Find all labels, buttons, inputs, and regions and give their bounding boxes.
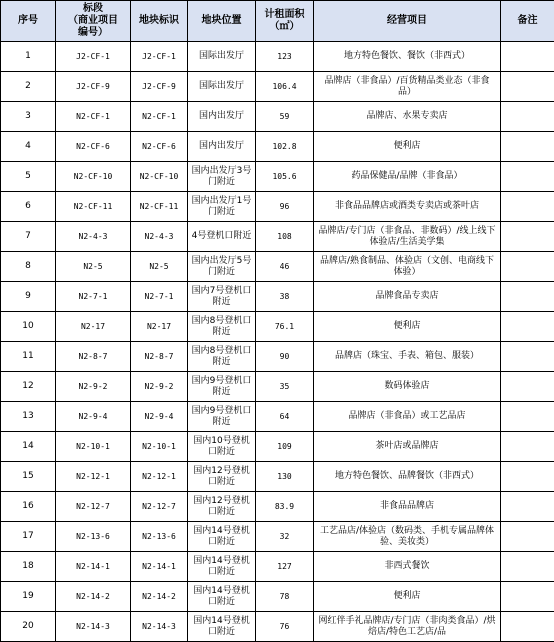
header-seq: 序号 [1,1,56,42]
cell-block: N2-12-1 [131,462,188,492]
cell-location: 国内出发厅 [188,132,256,162]
cell-area: 130 [256,462,314,492]
cell-area: 109 [256,432,314,462]
cell-lot: N2-14-1 [56,552,131,582]
cell-lot: N2-4-3 [56,222,131,252]
cell-remark [501,522,554,552]
cell-location: 国内14号登机口附近 [188,612,256,642]
cell-business: 工艺品店/体验店（数码类、手机专属品牌体验、美妆类） [314,522,501,552]
cell-lot: N2-CF-6 [56,132,131,162]
table-row [1,42,554,72]
header-location: 地块位置 [188,1,256,42]
cell-location: 国内12号登机口附近 [188,492,256,522]
cell-block: N2-CF-11 [131,192,188,222]
header-area-line2: （㎡） [258,21,311,33]
cell-business: 便利店 [314,582,501,612]
cell-lot: N2-9-2 [56,372,131,402]
cell-remark [501,312,554,342]
cell-business: 品牌食品专卖店 [314,282,501,312]
cell-business: 品牌店/专门店（非食品、非数码）/线上线下体验店/生活美学集 [314,222,501,252]
cell-remark [501,462,554,492]
cell-location: 国内出发厅 [188,102,256,132]
table-row [1,192,554,222]
table-row [1,132,554,162]
cell-lot: N2-12-7 [56,492,131,522]
header-lot [56,1,131,42]
cell-remark [501,132,554,162]
cell-remark [501,432,554,462]
cell-block: N2-14-3 [131,612,188,642]
cell-seq: 12 [1,372,56,402]
cell-remark [501,582,554,612]
cell-business: 地方特色餐饮、餐饮（非西式） [314,42,501,72]
cell-seq: 15 [1,462,56,492]
cell-location: 国内出发厅5号门附近 [188,252,256,282]
cell-remark [501,372,554,402]
cell-remark [501,342,554,372]
header-lot-line3: 编号） [58,27,128,39]
cell-area: 64 [256,402,314,432]
cell-seq: 18 [1,552,56,582]
header-block: 地块标识 [131,1,188,42]
cell-lot: N2-CF-11 [56,192,131,222]
cell-location: 国内8号登机口附近 [188,312,256,342]
cell-business: 品牌店（珠宝、手表、箱包、服装） [314,342,501,372]
cell-area: 76 [256,612,314,642]
table-row [1,432,554,462]
cell-area: 38 [256,282,314,312]
cell-block: N2-13-6 [131,522,188,552]
cell-seq: 11 [1,342,56,372]
table-row [1,402,554,432]
cell-area: 59 [256,102,314,132]
cell-location: 国内7号登机口附近 [188,282,256,312]
cell-remark [501,402,554,432]
cell-lot: N2-17 [56,312,131,342]
table-row [1,312,554,342]
cell-area: 78 [256,582,314,612]
cell-business: 品牌店/熟食制品、体验店（文创、电商线下体验） [314,252,501,282]
cell-block: N2-8-7 [131,342,188,372]
cell-block: J2-CF-9 [131,72,188,102]
cell-location: 国内14号登机口附近 [188,552,256,582]
cell-location: 国内9号登机口附近 [188,402,256,432]
cell-business: 便利店 [314,132,501,162]
cell-seq: 7 [1,222,56,252]
cell-business: 非食品品牌店或酒类专卖店或茶叶店 [314,192,501,222]
cell-area: 76.1 [256,312,314,342]
cell-lot: N2-5 [56,252,131,282]
cell-remark [501,72,554,102]
cell-area: 35 [256,372,314,402]
cell-seq: 1 [1,42,56,72]
cell-lot: N2-CF-10 [56,162,131,192]
cell-remark [501,552,554,582]
cell-block: N2-5 [131,252,188,282]
cell-area: 32 [256,522,314,552]
header-area [256,1,314,42]
cell-seq: 4 [1,132,56,162]
cell-area: 96 [256,192,314,222]
cell-business: 茶叶店或品牌店 [314,432,501,462]
cell-lot: N2-7-1 [56,282,131,312]
cell-location: 国际出发厅 [188,42,256,72]
cell-location: 4号登机口附近 [188,222,256,252]
header-area-line1: 计租面积 [258,9,311,21]
cell-seq: 5 [1,162,56,192]
cell-lot: N2-8-7 [56,342,131,372]
cell-business: 品牌店（非食品）或工艺品店 [314,402,501,432]
table-row [1,282,554,312]
cell-area: 105.6 [256,162,314,192]
cell-remark [501,162,554,192]
cell-lot: J2-CF-1 [56,42,131,72]
table-row [1,222,554,252]
table-row [1,162,554,192]
table-row [1,372,554,402]
cell-location: 国内9号登机口附近 [188,372,256,402]
table-row [1,72,554,102]
table-row [1,102,554,132]
cell-seq: 2 [1,72,56,102]
cell-seq: 6 [1,192,56,222]
cell-lot: N2-14-3 [56,612,131,642]
cell-lot: N2-9-4 [56,402,131,432]
cell-remark [501,492,554,522]
cell-block: N2-17 [131,312,188,342]
table-row [1,552,554,582]
cell-seq: 19 [1,582,56,612]
cell-seq: 17 [1,522,56,552]
cell-block: N2-12-7 [131,492,188,522]
cell-location: 国内8号登机口附近 [188,342,256,372]
cell-seq: 9 [1,282,56,312]
table-row [1,492,554,522]
table-row [1,342,554,372]
cell-block: N2-9-4 [131,402,188,432]
cell-area: 127 [256,552,314,582]
cell-business: 数码体验店 [314,372,501,402]
table-row [1,582,554,612]
header-business: 经营项目 [314,1,501,42]
cell-business: 品牌店、水果专卖店 [314,102,501,132]
header-remark: 备注 [501,1,554,42]
header-lot-line1: 标段 [58,3,128,15]
cell-business: 网红伴手礼品牌店/专门店（非肉类食品）/烘焙店/特色工艺店/品 [314,612,501,642]
table-row [1,462,554,492]
cell-seq: 13 [1,402,56,432]
cell-lot: J2-CF-9 [56,72,131,102]
cell-area: 102.8 [256,132,314,162]
cell-area: 123 [256,42,314,72]
cell-lot: N2-12-1 [56,462,131,492]
cell-block: N2-14-2 [131,582,188,612]
cell-location: 国际出发厅 [188,72,256,102]
cell-location: 国内出发厅1号门附近 [188,192,256,222]
cell-remark [501,42,554,72]
cell-business: 便利店 [314,312,501,342]
cell-block: J2-CF-1 [131,42,188,72]
cell-lot: N2-CF-1 [56,102,131,132]
cell-remark [501,222,554,252]
cell-area: 46 [256,252,314,282]
cell-area: 83.9 [256,492,314,522]
cell-seq: 14 [1,432,56,462]
table-row [1,522,554,552]
cell-lot: N2-14-2 [56,582,131,612]
cell-location: 国内出发厅3号门附近 [188,162,256,192]
cell-remark [501,252,554,282]
cell-area: 90 [256,342,314,372]
cell-block: N2-CF-10 [131,162,188,192]
header-lot-line2: （商业项目 [58,15,128,27]
cell-block: N2-14-1 [131,552,188,582]
cell-lot: N2-10-1 [56,432,131,462]
cell-seq: 10 [1,312,56,342]
cell-remark [501,282,554,312]
cell-location: 国内14号登机口附近 [188,522,256,552]
cell-block: N2-7-1 [131,282,188,312]
cell-remark [501,102,554,132]
cell-remark [501,612,554,642]
table-row [1,252,554,282]
cell-seq: 8 [1,252,56,282]
cell-block: N2-4-3 [131,222,188,252]
cell-business: 非西式餐饮 [314,552,501,582]
cell-block: N2-10-1 [131,432,188,462]
cell-location: 国内10号登机口附近 [188,432,256,462]
cell-block: N2-CF-6 [131,132,188,162]
cell-business: 非食品品牌店 [314,492,501,522]
cell-location: 国内14号登机口附近 [188,582,256,612]
cell-area: 108 [256,222,314,252]
cell-business: 地方特色餐饮、品牌餐饮（非西式） [314,462,501,492]
cell-location: 国内12号登机口附近 [188,462,256,492]
table-row [1,612,554,642]
cell-business: 药品保健品/品牌（非食品） [314,162,501,192]
cell-lot: N2-13-6 [56,522,131,552]
cell-block: N2-CF-1 [131,102,188,132]
header-row [1,1,554,42]
cell-seq: 3 [1,102,56,132]
cell-remark [501,192,554,222]
cell-area: 106.4 [256,72,314,102]
cell-seq: 16 [1,492,56,522]
cell-seq: 20 [1,612,56,642]
cell-block: N2-9-2 [131,372,188,402]
cell-business: 品牌店（非食品）/百货精品类业态（非食品） [314,72,501,102]
